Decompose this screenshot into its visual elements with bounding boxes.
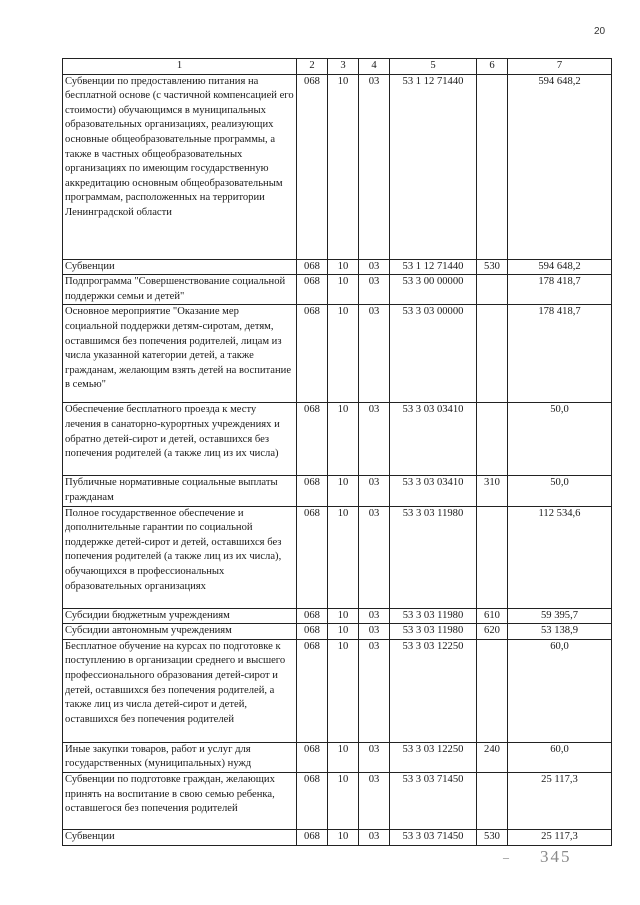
expense-type-cell: 530 <box>477 829 508 845</box>
amount-cell: 594 648,2 <box>508 259 612 275</box>
table-header-row <box>63 59 612 75</box>
target-article-cell: 53 3 00 00000 <box>390 275 477 305</box>
header-cell: 5 <box>390 59 477 75</box>
row-name-cell: Субвенции по предоставлению питания на бесплатной основе (с частичной компенсацией его стоимости) обучающимся в муниципальных образовательных организациях, реализующих основные общеобразовательные программы, а также в частных общеобразовательных организациях по имеющим государственную аккредитацию основным общеобразовательным программам, расположенных на территории Ленинградской области <box>63 74 297 259</box>
row-name-cell: Субвенции по подготовке граждан, желающих принять на воспитание в свою семью ребенка, оставшегося без попечения родителей <box>63 772 297 829</box>
subsection-cell: 03 <box>359 305 390 403</box>
header-cell: 1 <box>63 59 297 75</box>
grbs-cell: 068 <box>297 829 328 845</box>
grbs-cell: 068 <box>297 403 328 476</box>
amount-cell: 53 138,9 <box>508 624 612 640</box>
grbs-cell: 068 <box>297 639 328 742</box>
table-row <box>63 772 612 829</box>
table-row <box>63 506 612 608</box>
section-cell: 10 <box>328 74 359 259</box>
expense-type-cell: 310 <box>477 476 508 506</box>
header-cell: 2 <box>297 59 328 75</box>
target-article-cell: 53 3 03 11980 <box>390 608 477 624</box>
section-cell: 10 <box>328 275 359 305</box>
handwritten-sheet-number: 345 <box>540 847 572 866</box>
amount-cell: 60,0 <box>508 639 612 742</box>
table-row <box>63 829 612 845</box>
section-cell: 10 <box>328 506 359 608</box>
target-article-cell: 53 3 03 03410 <box>390 476 477 506</box>
grbs-cell: 068 <box>297 259 328 275</box>
section-cell: 10 <box>328 305 359 403</box>
section-cell: 10 <box>328 829 359 845</box>
subsection-cell: 03 <box>359 742 390 772</box>
target-article-cell: 53 3 03 11980 <box>390 506 477 608</box>
target-article-cell: 53 3 03 03410 <box>390 403 477 476</box>
target-article-cell: 53 1 12 71440 <box>390 74 477 259</box>
row-name-cell: Полное государственное обеспечение и дополнительные гарантии по социальной поддержке детей-сирот и детей, оставшихся без попечения родителей (а также лиц из их числа), обучающихся в профессиональных образовательных организациях <box>63 506 297 608</box>
expense-type-cell <box>477 403 508 476</box>
header-cell: 3 <box>328 59 359 75</box>
table-row <box>63 608 612 624</box>
row-name-cell: Подпрограмма "Совершенствование социальной поддержки семьи и детей" <box>63 275 297 305</box>
amount-cell: 60,0 <box>508 742 612 772</box>
page-number: 20 <box>594 26 606 37</box>
target-article-cell: 53 1 12 71440 <box>390 259 477 275</box>
grbs-cell: 068 <box>297 772 328 829</box>
expense-type-cell <box>477 506 508 608</box>
grbs-cell: 068 <box>297 305 328 403</box>
row-name-cell: Основное мероприятие "Оказание мер социальной поддержки детям-сиротам, детям, оставшимся без попечения родителей, лицам из числа указанной категории детей, а также гражданам, желающим взять детей на воспитание в семью" <box>63 305 297 403</box>
header-cell: 4 <box>359 59 390 75</box>
header-cell: 7 <box>508 59 612 75</box>
section-cell: 10 <box>328 608 359 624</box>
amount-cell: 59 395,7 <box>508 608 612 624</box>
section-cell: 10 <box>328 476 359 506</box>
amount-cell: 25 117,3 <box>508 829 612 845</box>
grbs-cell: 068 <box>297 476 328 506</box>
subsection-cell: 03 <box>359 639 390 742</box>
amount-cell: 178 418,7 <box>508 305 612 403</box>
subsection-cell: 03 <box>359 259 390 275</box>
amount-cell: 178 418,7 <box>508 275 612 305</box>
target-article-cell: 53 3 03 71450 <box>390 829 477 845</box>
row-name-cell: Субвенции <box>63 829 297 845</box>
row-name-cell: Субсидии бюджетным учреждениям <box>63 608 297 624</box>
subsection-cell: 03 <box>359 74 390 259</box>
amount-cell: 594 648,2 <box>508 74 612 259</box>
expense-type-cell <box>477 639 508 742</box>
section-cell: 10 <box>328 772 359 829</box>
amount-cell: 112 534,6 <box>508 506 612 608</box>
row-name-cell: Публичные нормативные социальные выплаты гражданам <box>63 476 297 506</box>
row-name-cell: Иные закупки товаров, работ и услуг для государственных (муниципальных) нужд <box>63 742 297 772</box>
subsection-cell: 03 <box>359 829 390 845</box>
section-cell: 10 <box>328 639 359 742</box>
amount-cell: 25 117,3 <box>508 772 612 829</box>
target-article-cell: 53 3 03 00000 <box>390 305 477 403</box>
subsection-cell: 03 <box>359 476 390 506</box>
expense-type-cell: 240 <box>477 742 508 772</box>
table-row <box>63 403 612 476</box>
expense-type-cell <box>477 305 508 403</box>
grbs-cell: 068 <box>297 275 328 305</box>
row-name-cell: Субсидии автономным учреждениям <box>63 624 297 640</box>
grbs-cell: 068 <box>297 624 328 640</box>
grbs-cell: 068 <box>297 742 328 772</box>
grbs-cell: 068 <box>297 506 328 608</box>
subsection-cell: 03 <box>359 772 390 829</box>
grbs-cell: 068 <box>297 608 328 624</box>
row-name-cell: Обеспечение бесплатного проезда к месту лечения в санаторно-курортных учреждениях и обратно детей-сирот и детей, оставшихся без попечения родителей (а также лиц из их числа) <box>63 403 297 476</box>
table-row <box>63 624 612 640</box>
expense-type-cell <box>477 74 508 259</box>
expense-type-cell <box>477 772 508 829</box>
row-name-cell: Субвенции <box>63 259 297 275</box>
table-row <box>63 259 612 275</box>
expense-type-cell: 530 <box>477 259 508 275</box>
subsection-cell: 03 <box>359 275 390 305</box>
handwritten-dash: – <box>503 850 509 864</box>
subsection-cell: 03 <box>359 403 390 476</box>
amount-cell: 50,0 <box>508 403 612 476</box>
table-row <box>63 742 612 772</box>
row-name-cell: Бесплатное обучение на курсах по подготовке к поступлению в организации среднего и высшего профессионального образования детей-сирот и детей, оставшихся без попечения родителей, а также лиц из числа детей-сирот и детей, оставшихся без попечения родителей <box>63 639 297 742</box>
budget-table <box>62 58 612 846</box>
section-cell: 10 <box>328 403 359 476</box>
expense-type-cell: 620 <box>477 624 508 640</box>
target-article-cell: 53 3 03 71450 <box>390 772 477 829</box>
table-row <box>63 305 612 403</box>
target-article-cell: 53 3 03 12250 <box>390 639 477 742</box>
subsection-cell: 03 <box>359 608 390 624</box>
table-row <box>63 639 612 742</box>
section-cell: 10 <box>328 259 359 275</box>
subsection-cell: 03 <box>359 624 390 640</box>
subsection-cell: 03 <box>359 506 390 608</box>
grbs-cell: 068 <box>297 74 328 259</box>
table-row <box>63 275 612 305</box>
amount-cell: 50,0 <box>508 476 612 506</box>
section-cell: 10 <box>328 624 359 640</box>
expense-type-cell: 610 <box>477 608 508 624</box>
table-row <box>63 74 612 259</box>
table-row <box>63 476 612 506</box>
section-cell: 10 <box>328 742 359 772</box>
expense-type-cell <box>477 275 508 305</box>
target-article-cell: 53 3 03 12250 <box>390 742 477 772</box>
target-article-cell: 53 3 03 11980 <box>390 624 477 640</box>
header-cell: 6 <box>477 59 508 75</box>
